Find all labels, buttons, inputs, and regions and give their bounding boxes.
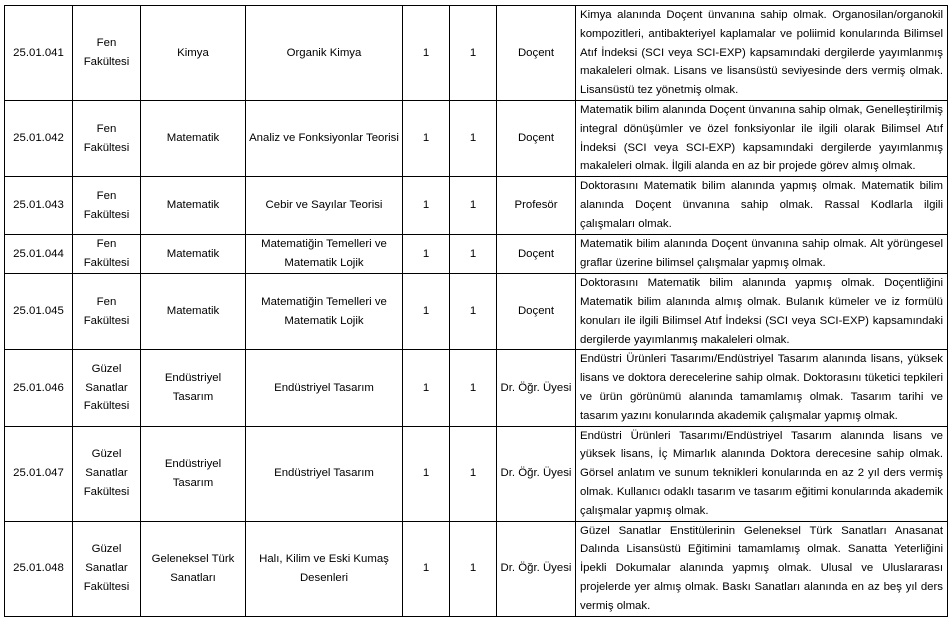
department-name: Matematik bbox=[141, 177, 246, 235]
table-row bbox=[5, 177, 948, 235]
count-cell: 1 bbox=[450, 426, 497, 521]
title-cell: Doçent bbox=[497, 6, 576, 101]
title-cell: Doçent bbox=[497, 274, 576, 350]
count-cell: 1 bbox=[450, 235, 497, 274]
requirement-text: Kimya alanında Doçent ünvanına sahip olmak. Organosilan/organokil kompozitleri, antibakteriyel kaplamalar ve poliimid konularında Bilimsel Atıf İndeksi (SCI veya SCI-EXP) kapsamındaki dergilerde yayımlanmış makaleleri olmak. Lisans ve lisansüstü seviyesinde ders vermiş olmak. Lisansüstü tez yönetmiş olmak. bbox=[576, 6, 948, 101]
position-code: 25.01.047 bbox=[5, 426, 73, 521]
table-row bbox=[5, 274, 948, 350]
position-code: 25.01.041 bbox=[5, 6, 73, 101]
faculty-name: Fen Fakültesi bbox=[73, 100, 141, 176]
count-cell: 1 bbox=[450, 350, 497, 426]
faculty-name: Güzel Sanatlar Fakültesi bbox=[73, 350, 141, 426]
table-row bbox=[5, 235, 948, 274]
position-code: 25.01.042 bbox=[5, 100, 73, 176]
table-row bbox=[5, 521, 948, 616]
count-cell: 1 bbox=[450, 521, 497, 616]
faculty-name: Güzel Sanatlar Fakültesi bbox=[73, 521, 141, 616]
department-name: Endüstriyel Tasarım bbox=[141, 426, 246, 521]
count-cell: 1 bbox=[403, 100, 450, 176]
position-code: 25.01.048 bbox=[5, 521, 73, 616]
title-cell: Doçent bbox=[497, 100, 576, 176]
title-cell: Dr. Öğr. Üyesi bbox=[497, 426, 576, 521]
department-name: Geleneksel Türk Sanatları bbox=[141, 521, 246, 616]
position-code: 25.01.044 bbox=[5, 235, 73, 274]
department-name: Matematik bbox=[141, 235, 246, 274]
count-cell: 1 bbox=[403, 6, 450, 101]
positions-table bbox=[4, 5, 948, 617]
requirement-text: Güzel Sanatlar Enstitülerinin Geleneksel Türk Sanatları Anasanat Dalında Lisansüstü Eğitimini tamamlamış olmak. Sanatta Yeterliğini İpekli Dokumalar alanında yapmış olmak. Ulusal ve Uluslararası projelerde yer almış olmak. Baskı Sanatları alanında en az beş yıl ders vermiş olmak. bbox=[576, 521, 948, 616]
table-row bbox=[5, 6, 948, 101]
field-name: Endüstriyel Tasarım bbox=[246, 350, 403, 426]
position-code: 25.01.045 bbox=[5, 274, 73, 350]
requirement-text: Endüstri Ürünleri Tasarımı/Endüstriyel Tasarım alanında lisans ve yüksek lisans, İç Mimarlık alanında Doktora derecesine sahip olmak. Görsel anlatım ve sunum teknikleri konularında en az 2 yıl ders vermiş olmak. Kullanıcı odaklı tasarım ve tasarım eğitimi konularında akademik çalışmalar yapmış olmak. bbox=[576, 426, 948, 521]
field-name: Halı, Kilim ve Eski Kumaş Desenleri bbox=[246, 521, 403, 616]
requirement-text: Matematik bilim alanında Doçent ünvanına sahip olmak, Genelleştirilmiş integral dönüşümler ve özel fonksiyonlar ile ilgili olarak Bilimsel Atıf İndeksi (SCI veya SCI-EXP) kapsamındaki dergilerde yayımlanmış makaleleri olmak. İlgili alanda en az bir projede görev almış olmak. bbox=[576, 100, 948, 176]
count-cell: 1 bbox=[450, 274, 497, 350]
field-name: Analiz ve Fonksiyonlar Teorisi bbox=[246, 100, 403, 176]
faculty-name: Güzel Sanatlar Fakültesi bbox=[73, 426, 141, 521]
count-cell: 1 bbox=[403, 274, 450, 350]
title-cell: Dr. Öğr. Üyesi bbox=[497, 350, 576, 426]
faculty-name: Fen Fakültesi bbox=[73, 274, 141, 350]
requirement-text: Matematik bilim alanında Doçent ünvanına sahip olmak. Alt yörüngesel graflar üzerine bilimsel çalışmalar yapmış olmak. bbox=[576, 235, 948, 274]
title-cell: Profesör bbox=[497, 177, 576, 235]
field-name: Matematiğin Temelleri ve Matematik Lojik bbox=[246, 274, 403, 350]
faculty-name: Fen Fakültesi bbox=[73, 235, 141, 274]
field-name: Cebir ve Sayılar Teorisi bbox=[246, 177, 403, 235]
count-cell: 1 bbox=[403, 426, 450, 521]
count-cell: 1 bbox=[450, 100, 497, 176]
count-cell: 1 bbox=[403, 521, 450, 616]
count-cell: 1 bbox=[403, 177, 450, 235]
department-name: Kimya bbox=[141, 6, 246, 101]
table-row bbox=[5, 350, 948, 426]
count-cell: 1 bbox=[450, 177, 497, 235]
position-code: 25.01.043 bbox=[5, 177, 73, 235]
count-cell: 1 bbox=[450, 6, 497, 101]
department-name: Matematik bbox=[141, 100, 246, 176]
faculty-name: Fen Fakültesi bbox=[73, 177, 141, 235]
count-cell: 1 bbox=[403, 235, 450, 274]
position-code: 25.01.046 bbox=[5, 350, 73, 426]
requirement-text: Doktorasını Matematik bilim alanında yapmış olmak. Doçentliğini Matematik bilim alanında almış olmak. Bulanık kümeler ve iz formülü konuları ile ilgili Bilimsel Atıf İndeksi (SCI veya SCI-EXP) kapsamındaki dergilerde yayımlanmış makaleleri olmak. bbox=[576, 274, 948, 350]
department-name: Endüstriyel Tasarım bbox=[141, 350, 246, 426]
field-name: Matematiğin Temelleri ve Matematik Lojik bbox=[246, 235, 403, 274]
table-row bbox=[5, 426, 948, 521]
department-name: Matematik bbox=[141, 274, 246, 350]
title-cell: Doçent bbox=[497, 235, 576, 274]
field-name: Organik Kimya bbox=[246, 6, 403, 101]
title-cell: Dr. Öğr. Üyesi bbox=[497, 521, 576, 616]
faculty-name: Fen Fakültesi bbox=[73, 6, 141, 101]
count-cell: 1 bbox=[403, 350, 450, 426]
field-name: Endüstriyel Tasarım bbox=[246, 426, 403, 521]
requirement-text: Endüstri Ürünleri Tasarımı/Endüstriyel Tasarım alanında lisans, yüksek lisans ve doktora derecelerine sahip olmak. Doktorasını tüketici tepkileri ve ürün görünümü alanında tamamlamış olmak. Tasarım tarihi ve tasarım yazını konularında akademik çalışmalar yapmış olmak. bbox=[576, 350, 948, 426]
requirement-text: Doktorasını Matematik bilim alanında yapmış olmak. Matematik bilim alanında Doçent ünvanına sahip olmak. Rassal Kodlarla ilgili çalışmaları olmak. bbox=[576, 177, 948, 235]
table-row bbox=[5, 100, 948, 176]
